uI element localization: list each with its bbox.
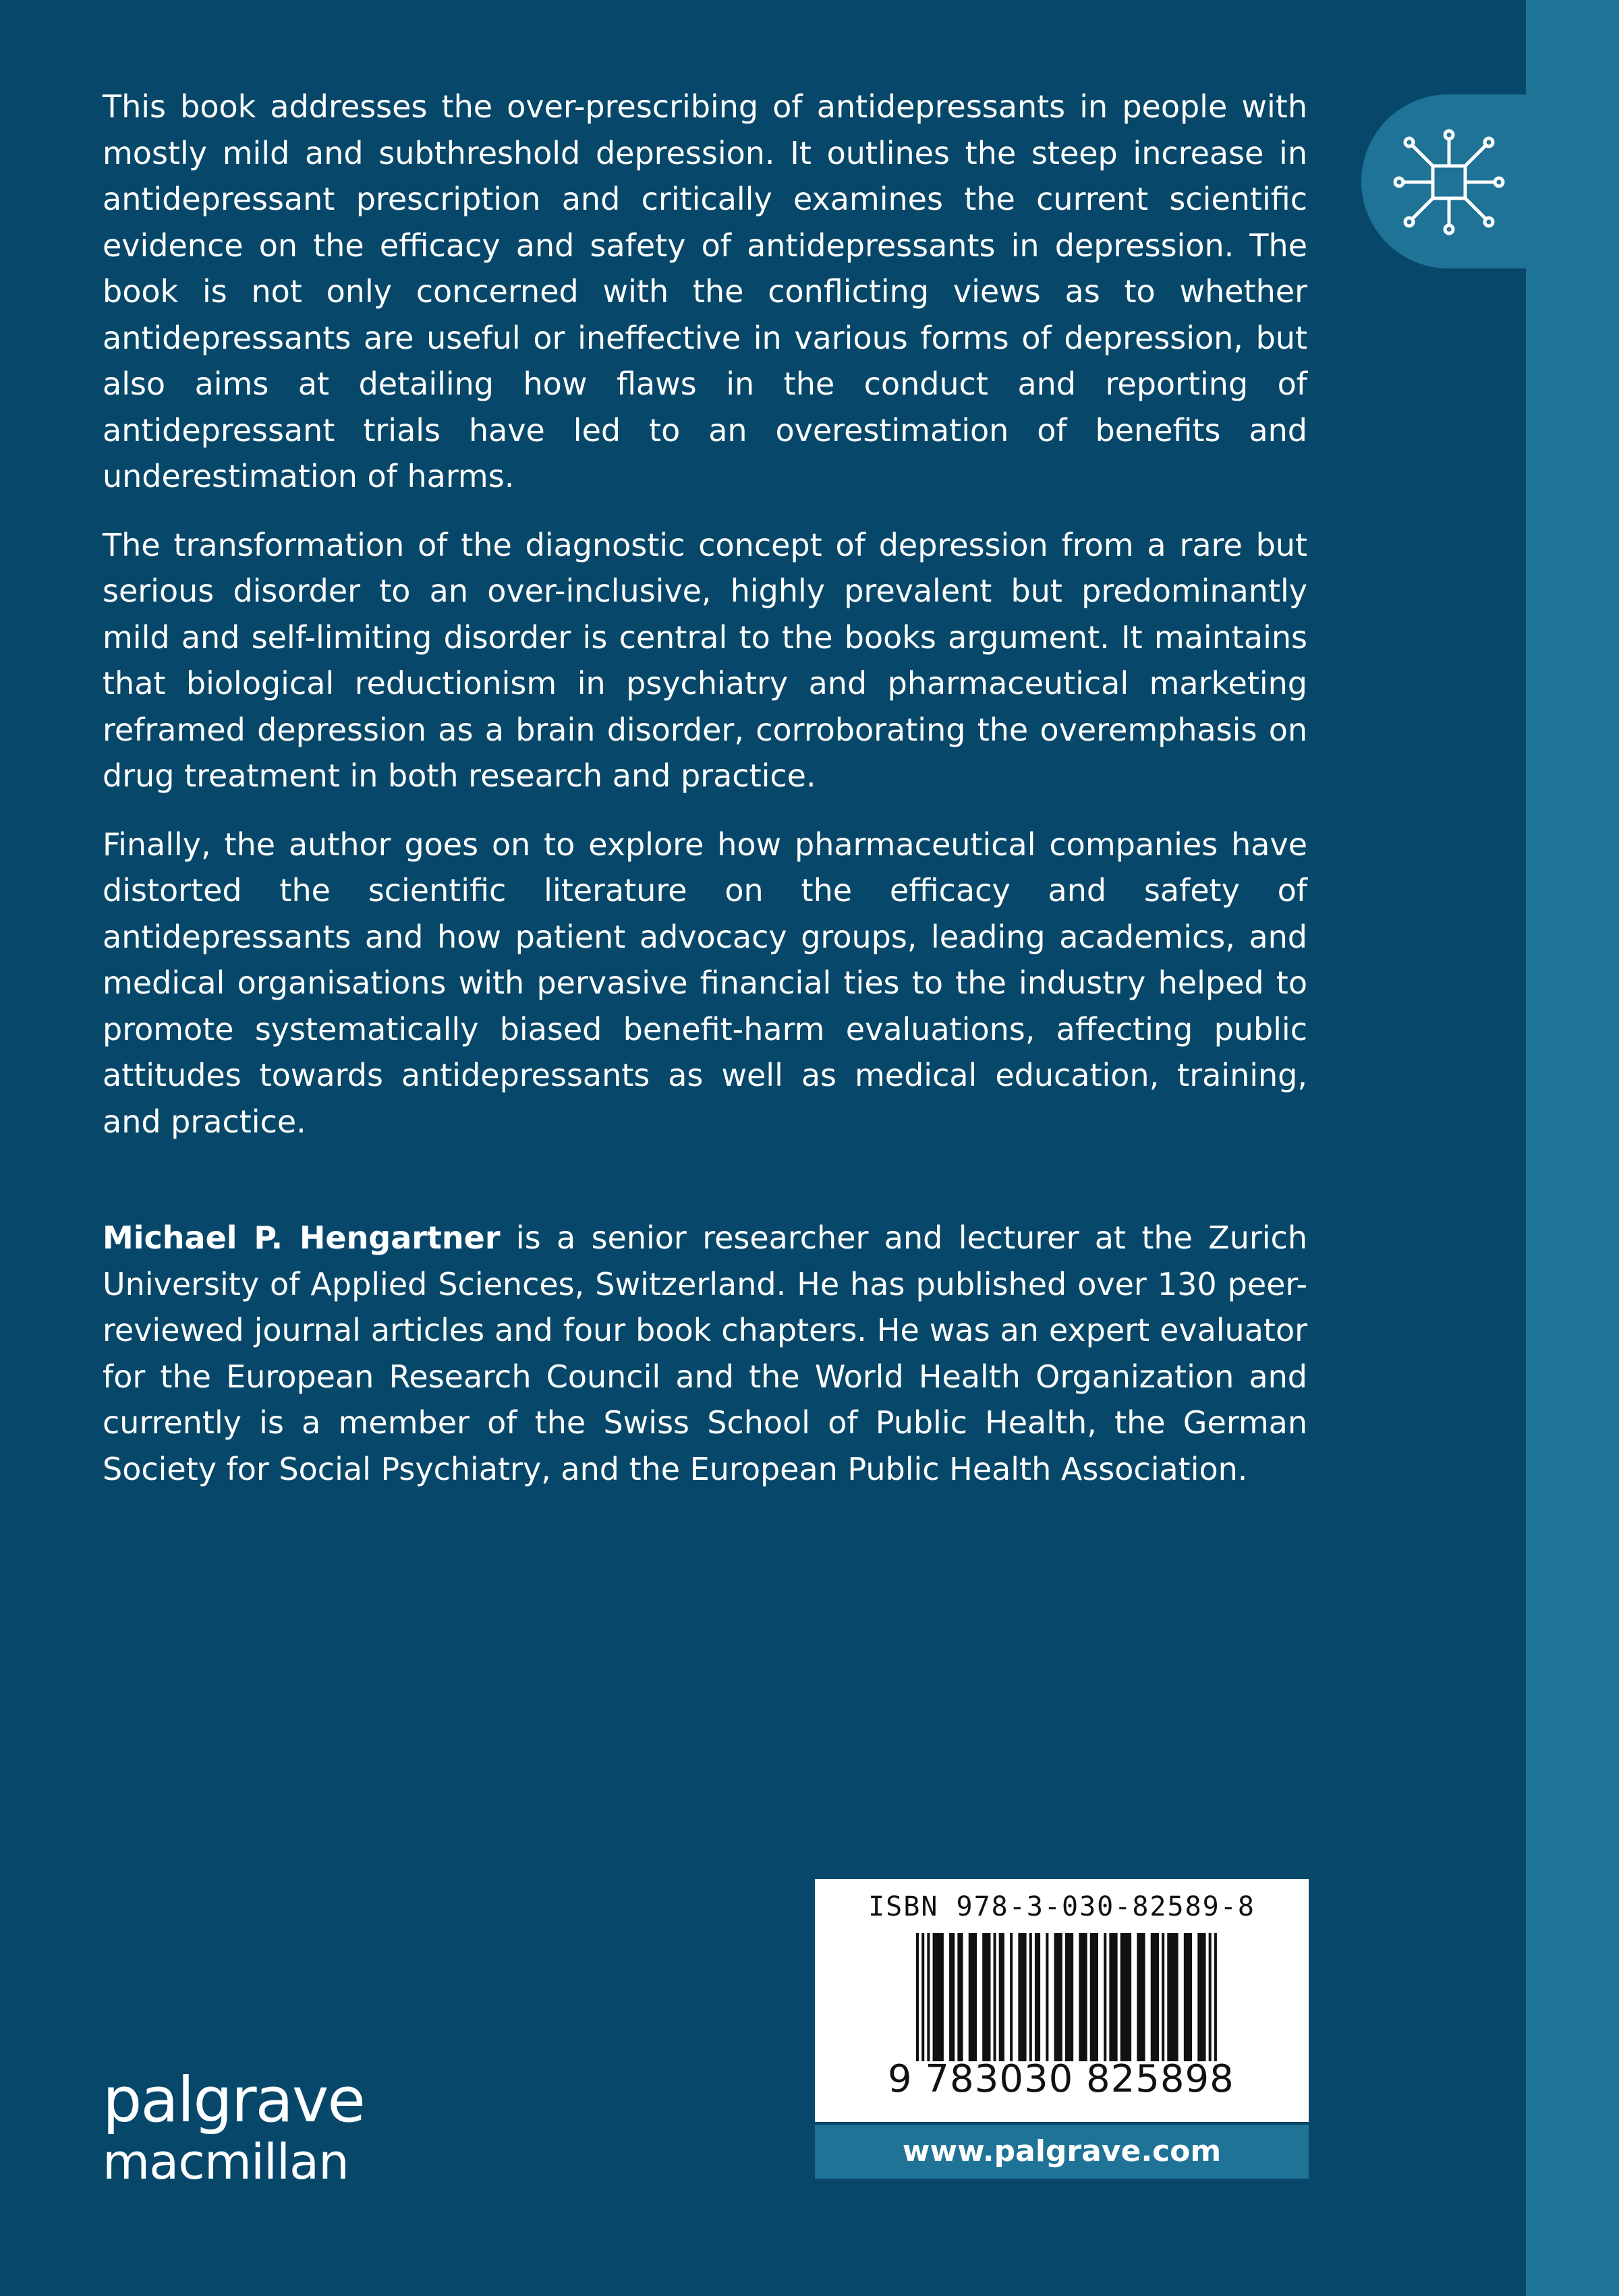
author-bio-text: is a senior researcher and lecturer at the Zurich University of Applied Sciences, Switzerland. He has published over 130 peer-reviewed journal articles and four book chapters. He was an expert evaluator for the European Research Council and the World Health Organization and currently is a member of the Swiss School of Public Health, the German Society for Social Psychiatry, and the European Public Health Association. [103,1219,1307,1487]
barcode-bar [1120,1933,1131,2061]
barcode-bar [1054,1933,1062,2061]
barcode-bar [1209,1933,1212,2061]
barcode-bar [1018,1933,1026,2061]
barcode-bar [1035,1933,1040,2061]
barcode-bar [1029,1933,1032,2061]
barcode-bar [927,1933,930,2061]
publisher-logo-line2: macmillan [103,2133,349,2190]
barcode-digits: 9 783030 825898 [888,2057,1234,2101]
barcode-bar [1109,1933,1117,2061]
author-name: Michael P. Hengartner [103,1219,501,1256]
barcode-bar [957,1933,963,2061]
barcode-bar [1090,1933,1098,2061]
back-cover-blurb [103,84,1307,1514]
barcode-bar [969,1933,977,2061]
publisher-logo-line1: palgrave [103,2064,364,2136]
blurb-paragraph-2: The transformation of the diagnostic concept of depression from a rare but serious disorder to an over-inclusive, highly prevalent but predominantly mild and self-limiting disorder is central to the books argument. It maintains that biological reductionism in psychiatry and pharmaceutical marketing reframed depression as a brain disorder, corroborating the overemphasis on drug treatment in both research and practice. [103,526,1307,794]
barcode-bar [921,1933,924,2061]
barcode-bar [1079,1933,1087,2061]
barcode-bar [933,1933,944,2061]
barcode-bar [1214,1933,1217,2061]
barcode-bar [916,1933,919,2061]
barcode-bar [1046,1933,1048,2061]
barcode-bar [1151,1933,1159,2061]
barcode-bar [994,1933,996,2061]
barcode-bar [1167,1933,1178,2061]
barcode-bar [1184,1933,1192,2061]
isbn-label: ISBN 978-3-030-82589-8 [868,1891,1255,1922]
blurb-paragraph-1: This book addresses the over-prescribing of antidepressants in people with mostly mild and subthreshold depression. It outlines the steep increase in antidepressant prescription and critically examines the current scientific evidence on the efficacy and safety of antidepressants in depression. The book is not only concerned with the conflicting views as to whether antidepressants are useful or ineffective in various forms of depression, but also aims at detailing how flaws in the conduct and reporting of antidepressant trials have led to an overestimation of benefits and underestimation of harms. [103,88,1307,494]
publisher-url: www.palgrave.com [815,2125,1309,2179]
barcode-bar [1010,1933,1013,2061]
barcode-bar [982,1933,990,2061]
barcode-bar [1065,1933,1073,2061]
barcode-bar [1197,1933,1205,2061]
barcode-bar [1162,1933,1164,2061]
barcode-bar [1104,1933,1106,2061]
circuit-square-icon [1388,121,1510,243]
blurb-paragraph-3: Finally, the author goes on to explore how pharmaceutical companies have distorted the scientific literature on the efficacy and safety of antidepressants and how patient advocacy groups, leading academics, and medical organisations with pervasive financial ties to the industry helped to promote systematically biased benefit-harm evaluations, affecting public attitudes towards antidepressants as well as medical education, training, and practice. [103,826,1307,1140]
barcode-bars [916,1933,1220,2061]
series-logo-tab [1361,94,1530,268]
author-bio [103,1215,1307,1492]
publisher-logo [103,2064,364,2190]
barcode-bar [949,1933,955,2061]
barcode-bar [1137,1933,1145,2061]
spine-strip [1526,0,1619,2296]
barcode-bar [999,1933,1004,2061]
barcode-box [815,1879,1309,2122]
